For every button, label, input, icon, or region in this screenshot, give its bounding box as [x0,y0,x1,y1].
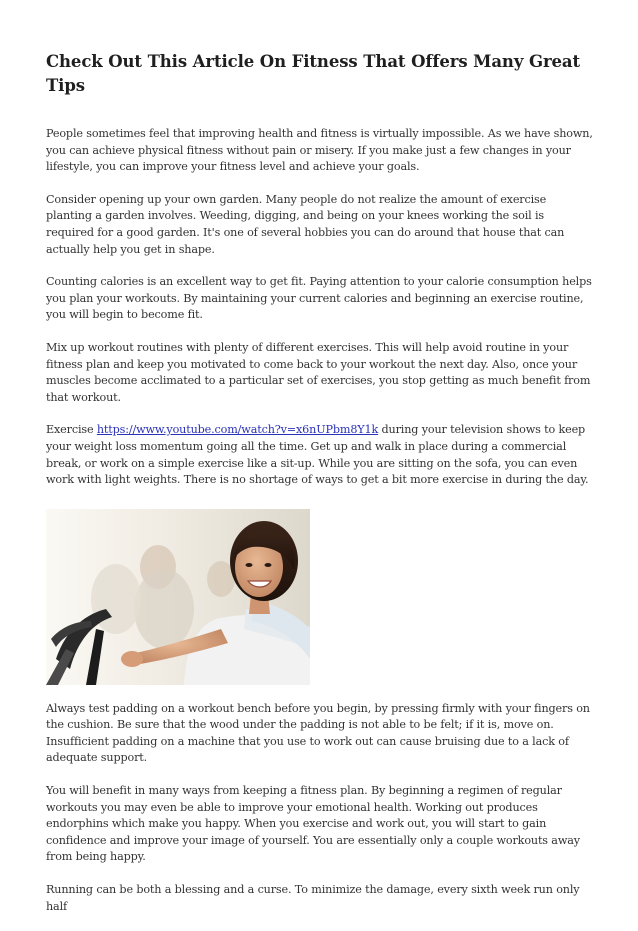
paragraph-garden: Consider opening up your own garden. Many people do not realize the amount of exercise planting a garden involves. Weeding, digging, and being on your knees working the soil is required for a good garden. It's one of several hobbies you can do around that house that can actually help you get in shape. [46,192,565,256]
paragraph-exercise-before: Exercise [46,423,97,437]
paragraph-intro: People sometimes feel that improving health and fitness is virtually impossible. As we have shown, you can achieve physical fitness without pain or misery. If you make just a few changes in your lifestyle, you can improve your fitness level and achieve your goals. [46,127,593,174]
paragraph-exercise-after: during your television shows to keep your weight loss momentum going all the time. Get up and walk in place during a commercial break, or work on a simple exercise like a sit-up. While you are sitting on the sofa, you can even work with light weights. There is no shortage of ways to get a bit more exercise in during the day. [46,423,589,487]
article [46,50,594,931]
paragraph-calories: Counting calories is an excellent way to get fit. Paying attention to your calorie consumption helps you plan your workouts. By maintaining your current calories and beginning an exercise routine, you will begin to become fit. [46,275,592,322]
paragraph-benefits: You will benefit in many ways from keeping a fitness plan. By beginning a regimen of regular workouts you may even be able to improve your emotional health. Working out produces endorphins which make you happy. When you exercise and work out, you will start to gain confidence and improve your image of yourself. You are essentially only a couple workouts away from being happy. [46,784,580,864]
paragraph-exercise [46,422,594,488]
paragraph-padding: Always test padding on a workout bench before you begin, by pressing firmly with your fingers on the cushion. Be sure that the wood under the padding is not able to be felt; if it is, move on. Insufficient padding on a machine that you use to work out can cause bruising due to a lack of adequate support. [46,701,590,765]
woman-on-exercise-bike-image [46,509,310,685]
fitness-photo [46,509,310,685]
article-title: Check Out This Article On Fitness That Offers Many Great Tips [46,52,581,95]
youtube-link[interactable]: https://www.youtube.com/watch?v=x6nUPbm8Y1k [96,423,379,437]
paragraph-routines: Mix up workout routines with plenty of different exercises. This will help avoid routine in your fitness plan and keep you motivated to come back to your workout the next day. Also, once your muscles become acclimated to a particular set of exercises, you stop getting as much benefit from that workout. [46,340,591,404]
paragraph-running: Running can be both a blessing and a curse. To minimize the damage, every sixth week run only half [46,883,580,913]
